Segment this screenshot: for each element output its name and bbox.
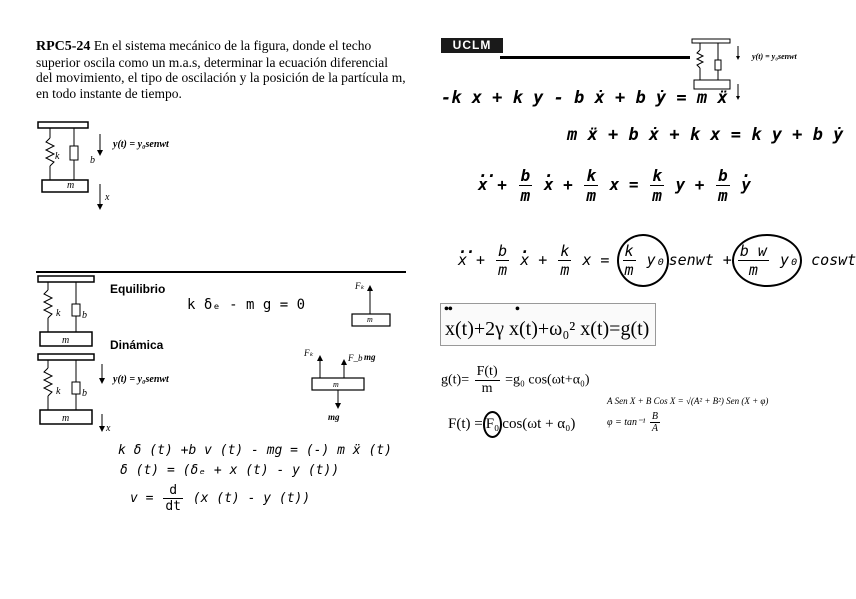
equilibrio-equation: k δₑ - m g = 0	[187, 297, 306, 313]
divider-left	[36, 271, 406, 273]
eq4-y0-b: y₀	[779, 251, 799, 269]
eq6-rhs: =g₀ cos(ωt+α₀)	[505, 372, 590, 388]
dyn-spring-k-label: k	[56, 386, 61, 397]
eq6-frac-num: F(t)	[476, 364, 498, 379]
fbd-top-mass-label: m	[367, 315, 373, 324]
eq5-double-dot: ••	[444, 302, 452, 317]
dyn-eq3-lhs: v =	[130, 491, 154, 506]
uclm-logo: UCLM	[441, 38, 503, 53]
dyn-mass-m-label: m	[62, 413, 70, 424]
equilibrio-label: Equilibrio	[110, 282, 166, 296]
eq4-frac1-den: m	[498, 261, 508, 279]
equation-4: ·· x + $\frac{b}{m}$ · x + $\frac{k}{m}$ x = $\frac{k}{m}$ y₀ senwt + $\frac{\text{b w}}{m}$ y₀ coswt	[458, 234, 856, 287]
eq3-frac2-den: m	[586, 186, 597, 205]
trig2-num: B	[651, 411, 658, 422]
equilibrium-dynamics-figure	[36, 274, 126, 434]
divider-right	[500, 56, 690, 59]
dynamic-equation-1: k δ (t) +b v (t) - mg = (-) m ẍ (t)	[118, 443, 392, 458]
fk-bottom-label: Fₖ	[304, 348, 314, 358]
eq-mass-m-label: m	[62, 335, 70, 346]
eq3-frac1-den: m	[520, 186, 531, 205]
equation-5-box	[440, 303, 656, 346]
dyn-eq3-frac-den: dt	[165, 499, 181, 514]
dyn-damper-b-label: b	[82, 388, 87, 399]
problem-id: RPC5-24	[36, 39, 91, 54]
circled-bw-over-m	[732, 234, 802, 287]
excitation-label: y(t) = y₀senwt	[113, 139, 169, 150]
eq5-single-dot: •	[515, 302, 520, 317]
eq4-senwt: senwt +	[668, 251, 732, 269]
dynamic-equation-3	[130, 483, 310, 514]
dyn-eq3-rhs: (x (t) - y (t))	[192, 491, 311, 506]
eq-damper-b-label: b	[82, 310, 87, 321]
small-excitation-label: y(t) = y₀senwt	[752, 52, 797, 61]
eq4-frac2-num: k	[560, 242, 570, 260]
equation-7	[448, 411, 575, 438]
circled-k-over-m	[617, 234, 669, 287]
eq3-frac1-num: b	[520, 166, 531, 185]
trig2-den: A	[651, 423, 658, 434]
fb-label: F_b	[348, 353, 363, 363]
mg-bottom-label: mg	[328, 412, 340, 422]
eq-spring-k-label: k	[56, 308, 61, 319]
circled-f0: F₀	[483, 411, 503, 438]
eq4-coswt: coswt	[811, 251, 856, 269]
equation-3: ·· x + $\frac{b}{m}$ · x + $\frac{k}{m}$ x = $\frac{k}{m}$ y + $\frac{b}{m}$ · y	[478, 166, 751, 205]
eq7-lhs: F(t) =	[448, 416, 483, 432]
eq3-frac4-den: m	[718, 186, 728, 205]
eq4-circle2-num: b w	[739, 242, 767, 260]
mechanical-system-figure	[36, 118, 236, 218]
eq7-rhs: cos(ωt + α₀)	[502, 416, 576, 432]
fk-top-label: Fₖ	[355, 281, 365, 291]
equation-2: m ẍ + b ẋ + k x = k y + b ẏ	[567, 125, 844, 145]
mass-m-label: m	[67, 180, 75, 191]
eq6-lhs: g(t)=	[441, 372, 470, 388]
eq4-circle1-num: k	[624, 242, 634, 260]
spring-k-label: k	[55, 151, 60, 162]
eq4-y0-a: y₀	[646, 251, 665, 269]
damper-b-label: b	[90, 155, 95, 166]
eq3-frac3-num: k	[652, 166, 662, 185]
dyn-x-label: x	[106, 423, 111, 434]
eq3-frac3-den: m	[652, 186, 662, 205]
equation-5: x(t)+2γ x(t)+ω₀² x(t)=g(t)	[445, 318, 650, 340]
dynamic-equation-2: δ (t) = (δₑ + x (t) - y (t))	[120, 463, 340, 478]
free-body-diagrams	[300, 282, 410, 412]
problem-statement	[36, 38, 406, 101]
eq4-circle2-den: m	[748, 261, 758, 279]
problem-text: En el sistema mecánico de la figura, donde el techo superior oscila como un m.a.s, determinar la ecuación diferencial del movimiento, el tipo de oscilación y la posición de la partícula m, en todo instante de tiempo.	[36, 38, 406, 101]
dyn-excitation-label: y(t) = y₀senwt	[113, 374, 169, 385]
fbd-bottom-mass-label: m	[333, 380, 339, 389]
eq3-frac2-num: k	[586, 166, 597, 185]
dinamica-label: Dinámica	[110, 338, 164, 352]
eq6-frac-den: m	[481, 381, 493, 396]
eq4-frac2-den: m	[560, 261, 570, 279]
eq3-frac4-num: b	[718, 166, 728, 185]
eq4-circle1-den: m	[624, 261, 634, 279]
mg-right-label: mg	[364, 352, 376, 362]
eq4-frac1-num: b	[498, 242, 508, 260]
trig2-lhs: φ = tan⁻¹	[607, 416, 646, 428]
trig-identity-2	[607, 411, 662, 434]
dyn-eq3-frac-num: d	[163, 483, 183, 499]
equation-1: -k x + k y - b ẋ + b ẏ = m ẍ	[441, 88, 728, 108]
equation-6	[441, 364, 590, 397]
trig-identity-1: A Sen X + B Cos X = √(A² + B²) Sen (X + φ)	[607, 396, 769, 406]
x-axis-label: x	[105, 192, 110, 203]
